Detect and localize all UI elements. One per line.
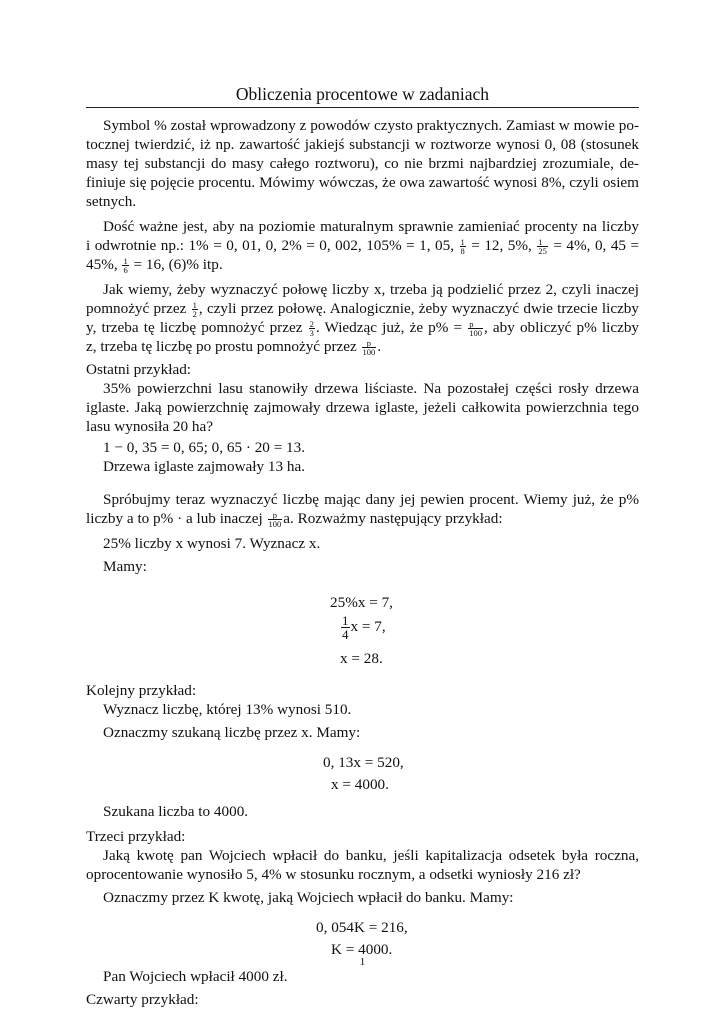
text-line bbox=[86, 509, 639, 528]
text-segment: = 4%, 0, 45 = bbox=[553, 237, 640, 254]
text-line: Dość ważne jest, aby na poziomie maturalnym sprawnie zamieniać procenty na liczby bbox=[103, 218, 639, 235]
text-line: Jaką kwotę pan Wojciech wpłacił do banku, jeśli kapitalizacja odsetek była roczna, bbox=[103, 847, 639, 865]
paragraph-conversions bbox=[86, 217, 639, 274]
numerator: 2 bbox=[309, 319, 314, 330]
text-segment: , czyli przez połowę. Analogicznie, żeby wyznaczyć dwie trzecie liczby bbox=[198, 300, 639, 318]
task: 25% liczby x wynosi 7. Wyznacz x. bbox=[103, 535, 321, 553]
text-line: setnych. bbox=[86, 193, 137, 210]
equation-block bbox=[86, 753, 639, 795]
answer: Szukana liczba to 4000. bbox=[103, 803, 249, 821]
denominator: 8 bbox=[460, 246, 465, 257]
answer: Drzewa iglaste zajmowały 13 ha. bbox=[103, 458, 305, 476]
text-line bbox=[86, 318, 639, 337]
numerator: p bbox=[362, 339, 377, 348]
text-segment: 45%, bbox=[86, 256, 118, 274]
text-line: Mamy: bbox=[103, 558, 147, 576]
text-segment: = 12, 5%, bbox=[471, 237, 532, 254]
text-segment: i odwrotnie np.: 1% = 0, 01, 0, 2% = 0, 002, 105% = 1, 05, bbox=[86, 237, 455, 254]
page-number: 1 bbox=[359, 956, 366, 968]
text-line: tocznej twierdzić, iż np. zawartość jakiejś substancji w roztworze wynosi 0, 08 (stosunek bbox=[86, 136, 639, 153]
header-rule bbox=[86, 107, 639, 108]
text-line: iglaste. Jaką powierzchnię zajmowały drzewa iglaste, jeżeli całkowita powierzchnia tego bbox=[86, 399, 639, 417]
task: Wyznacz liczbę, której 13% wynosi 510. bbox=[103, 701, 352, 719]
calculation: 1 − 0, 35 = 0, 65; 0, 65 · 20 = 13. bbox=[103, 439, 306, 457]
paragraph-intro bbox=[86, 116, 639, 211]
fraction bbox=[537, 238, 548, 255]
text-segment: . Wiedząc już, że p% = bbox=[315, 319, 463, 337]
text-segment: = 16, (6)% itp. bbox=[133, 256, 223, 274]
answer: Pan Wojciech wpłacił 4000 zł. bbox=[103, 968, 288, 986]
text-line: 35% powierzchni lasu stanowiły drzewa liściaste. Na pozostałej części rosły drzewa bbox=[103, 380, 639, 398]
text-line: Jak wiemy, żeby wyznaczyć połowę liczby x, trzeba ją podzielić przez 2, czyli inaczej bbox=[103, 281, 639, 299]
text-segment: . bbox=[377, 338, 382, 356]
text-line: lasu wynosiła 20 ha? bbox=[86, 418, 213, 436]
text-line: Oznaczmy przez K kwotę, jaką Wojciech wpłacił do banku. Mamy: bbox=[103, 889, 514, 907]
example-heading: Trzeci przykład: bbox=[86, 828, 186, 846]
text-line: Spróbujmy teraz wyznaczyć liczbę mając dany jej pewien procent. Wiemy już, że p% bbox=[103, 491, 639, 509]
text-line bbox=[86, 299, 639, 318]
fraction bbox=[341, 614, 350, 641]
text-segment: liczby a to p% · a lub inaczej bbox=[86, 510, 263, 528]
numerator: 1 bbox=[460, 237, 465, 248]
example-forest bbox=[86, 360, 639, 476]
text-segment: a. Rozważmy następujący przykład: bbox=[283, 510, 503, 528]
numerator: 1 bbox=[537, 238, 548, 247]
text-segment: y, trzeba tę liczbę pomnożyć przez bbox=[86, 319, 303, 337]
fraction bbox=[468, 320, 483, 337]
text-line bbox=[86, 236, 639, 255]
paragraph-finding-number bbox=[86, 490, 639, 528]
equation-block bbox=[86, 918, 639, 960]
document-body bbox=[86, 116, 639, 1009]
denominator: 25 bbox=[538, 246, 547, 257]
denominator: 2 bbox=[192, 309, 197, 320]
denominator: 100 bbox=[469, 328, 482, 339]
example-heading: Czwarty przykład: bbox=[86, 991, 199, 1009]
fraction bbox=[268, 511, 283, 528]
example-heading: Ostatni przykład: bbox=[86, 361, 192, 379]
denominator: 4 bbox=[342, 627, 349, 643]
text-line: Symbol % został wprowadzony z powodów czysto praktycznych. Zamiast w mowie po- bbox=[103, 117, 639, 134]
text-line: finiuje się pojęcie procentu. Mówimy wówczas, że owa zawartość wynosi 8%, czyli osiem bbox=[86, 174, 639, 191]
equation: x = 28. bbox=[340, 650, 383, 668]
fraction bbox=[122, 257, 128, 274]
text-segment: z, trzeba tę liczbę po prostu pomnożyć przez bbox=[86, 338, 357, 356]
example-heading: Kolejny przykład: bbox=[86, 682, 197, 700]
numerator: p bbox=[468, 320, 483, 329]
paragraph-multiplication bbox=[86, 280, 639, 356]
text-line: oprocentowanie wynosiło 5, 4% w stosunku rocznym, a odsetki wyniosły 216 zł? bbox=[86, 866, 581, 884]
page-title: Obliczenia procentowe w zadaniach bbox=[235, 84, 490, 104]
numerator: 1 bbox=[342, 613, 349, 629]
equation: 0, 054K = 216, bbox=[316, 919, 408, 937]
example-fourth bbox=[86, 990, 639, 1009]
numerator: 1 bbox=[123, 256, 128, 267]
equation: 0, 13x = 520, bbox=[323, 754, 404, 772]
numerator: 1 bbox=[192, 300, 197, 311]
text-segment: x = 7, bbox=[350, 618, 386, 636]
equation-block bbox=[86, 593, 639, 669]
equation: x = 4000. bbox=[331, 776, 389, 794]
denominator: 100 bbox=[268, 519, 282, 530]
fraction bbox=[460, 238, 466, 255]
fraction bbox=[309, 320, 315, 337]
equation: K = 4000. bbox=[331, 941, 393, 959]
text-line bbox=[86, 255, 639, 274]
denominator: 6 bbox=[123, 265, 128, 276]
example-25-percent bbox=[86, 534, 639, 669]
numerator: p bbox=[268, 511, 283, 520]
equation: 25%x = 7, bbox=[330, 594, 393, 612]
fraction bbox=[192, 301, 198, 318]
fraction bbox=[362, 339, 377, 356]
denominator: 3 bbox=[309, 328, 314, 339]
denominator: 100 bbox=[362, 347, 376, 358]
text-line: masy tej substancji do masy całego roztworu), co nie brzmi najbardziej zrozumiale, de- bbox=[86, 155, 639, 172]
text-segment: pomnożyć przez bbox=[86, 300, 187, 318]
equation bbox=[340, 614, 386, 641]
text-segment: , aby obliczyć p% liczby bbox=[484, 319, 640, 337]
text-line: Oznaczmy szukaną liczbę przez x. Mamy: bbox=[103, 724, 361, 742]
example-13-percent bbox=[86, 681, 639, 821]
text-line bbox=[86, 337, 639, 356]
